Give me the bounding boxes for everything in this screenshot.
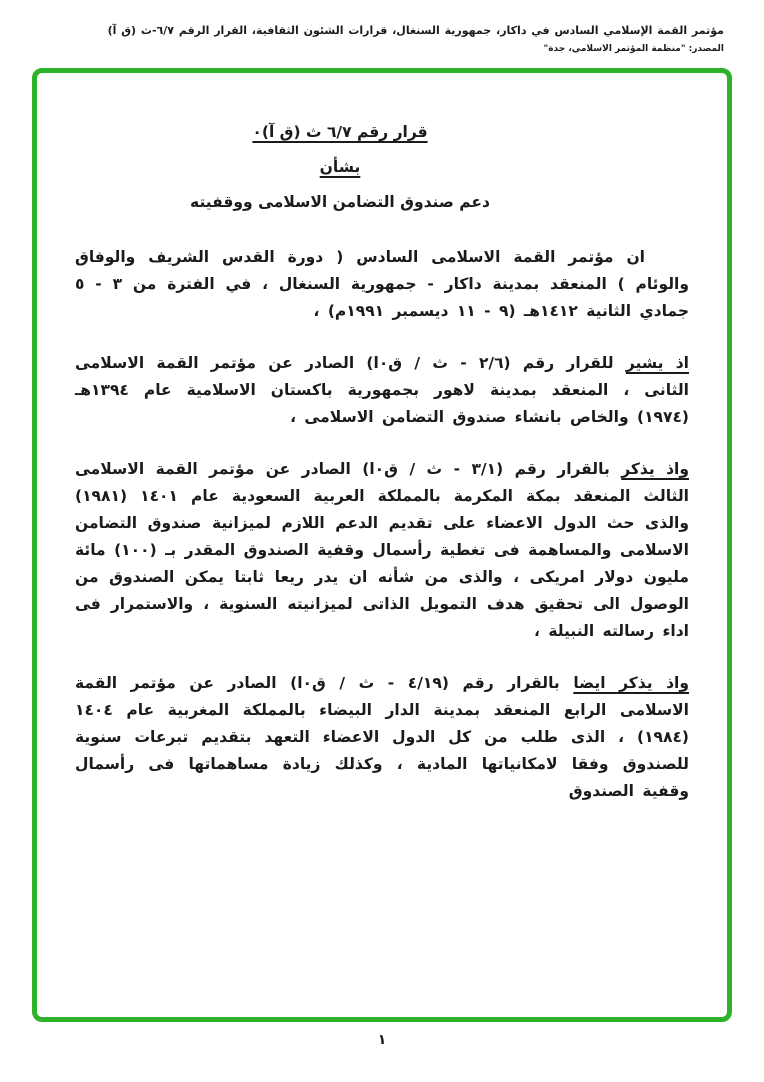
- document-header: [0, 0, 764, 54]
- title-block: [33, 119, 647, 216]
- page-number: ١: [377, 1032, 387, 1048]
- paragraph-lead: واذ يذكر: [621, 460, 689, 478]
- paragraph-text: بالقرار رقم (٤/١٩ - ث / ق٠ا) الصادر عن مؤتمر القمة الاسلامى الرابع المنعقد بمدينة الدار البيضاء بالمملكة المغربية عام ١٤٠٤ (١٩٨٤) ، الذى طلب من كل الدول الاعضاء التعهد بتقديم تبرعات سنوية للصندوق وفقا لامكانياتها المادية ، وكذلك زيادة مساهماتها فى رأسمال وقفية الصندوق: [75, 674, 689, 800]
- paragraph-text: للقرار رقم (٢/٦ - ث / ق٠ا) الصادر عن مؤتمر القمة الاسلامى الثانى ، المنعقد بمدينة لاهور بجمهورية باكستان الاسلامية عام ١٣٩٤هـ (١٩٧٤) والخاص بانشاء صندوق التضامن الاسلامى ،: [75, 354, 689, 426]
- document-body: [37, 73, 727, 850]
- green-border-frame: [32, 68, 732, 1022]
- resolution-paragraph-recalls-3: [75, 670, 689, 805]
- resolution-subtitle: بشأن: [319, 158, 361, 176]
- paragraph-text: بالقرار رقم (٣/١ - ث / ق٠ا) الصادر عن مؤتمر القمة الاسلامى الثالث المنعقد بمكة المكرمة بالمملكة العربية السعودية عام ١٤٠١ (١٩٨١) والذى حث الدول الاعضاء على تقديم الدعم اللازم لميزانية صندوق التضامن الاسلامى والمساهمة فى تغطية رأسمال وقفية الصندوق المقدر بـ (١٠٠) مائة مليون دولار امريكى ، والذى من شأنه ان يدر ريعا ثابتا يمكن الصندوق من الوصول الى تحقيق هدف التمويل الذاتى لميزانيته السنوية ، والاستمرار فى اداء رسالته النبيلة ،: [75, 460, 689, 640]
- resolution-number-title: قرار رقم ٦/٧ ث (ق آ)٠: [252, 123, 428, 141]
- resolution-subject: دعم صندوق التضامن الاسلامى ووقفيته: [190, 193, 490, 211]
- resolution-paragraph-preamble: [75, 244, 689, 325]
- paragraph-lead: اذ يشير: [625, 354, 689, 372]
- header-citation: مؤتمر القمة الإسلامي السادس في داكار، جمهورية السنغال، قرارات الشئون الثقافية، القرار الرقم ٦/٧-ث (ق آ): [107, 24, 724, 37]
- resolution-paragraph-recalls-2: [75, 456, 689, 645]
- resolution-paragraph-recalls-1: [75, 350, 689, 431]
- paragraph-text: ان مؤتمر القمة الاسلامى السادس ( دورة القدس الشريف والوفاق والوئام ) المنعقد بمدينة داكار - جمهورية السنغال ، في الفترة من ٣ - ٥ جمادي الثانية ١٤١٢هـ (٩ - ١١ ديسمبر ١٩٩١م) ،: [75, 248, 689, 320]
- header-source: المصدر: "منظمة المؤتمر الاسلامي، جدة": [543, 44, 724, 54]
- paragraph-lead: واذ يذكر ايضا: [573, 674, 689, 692]
